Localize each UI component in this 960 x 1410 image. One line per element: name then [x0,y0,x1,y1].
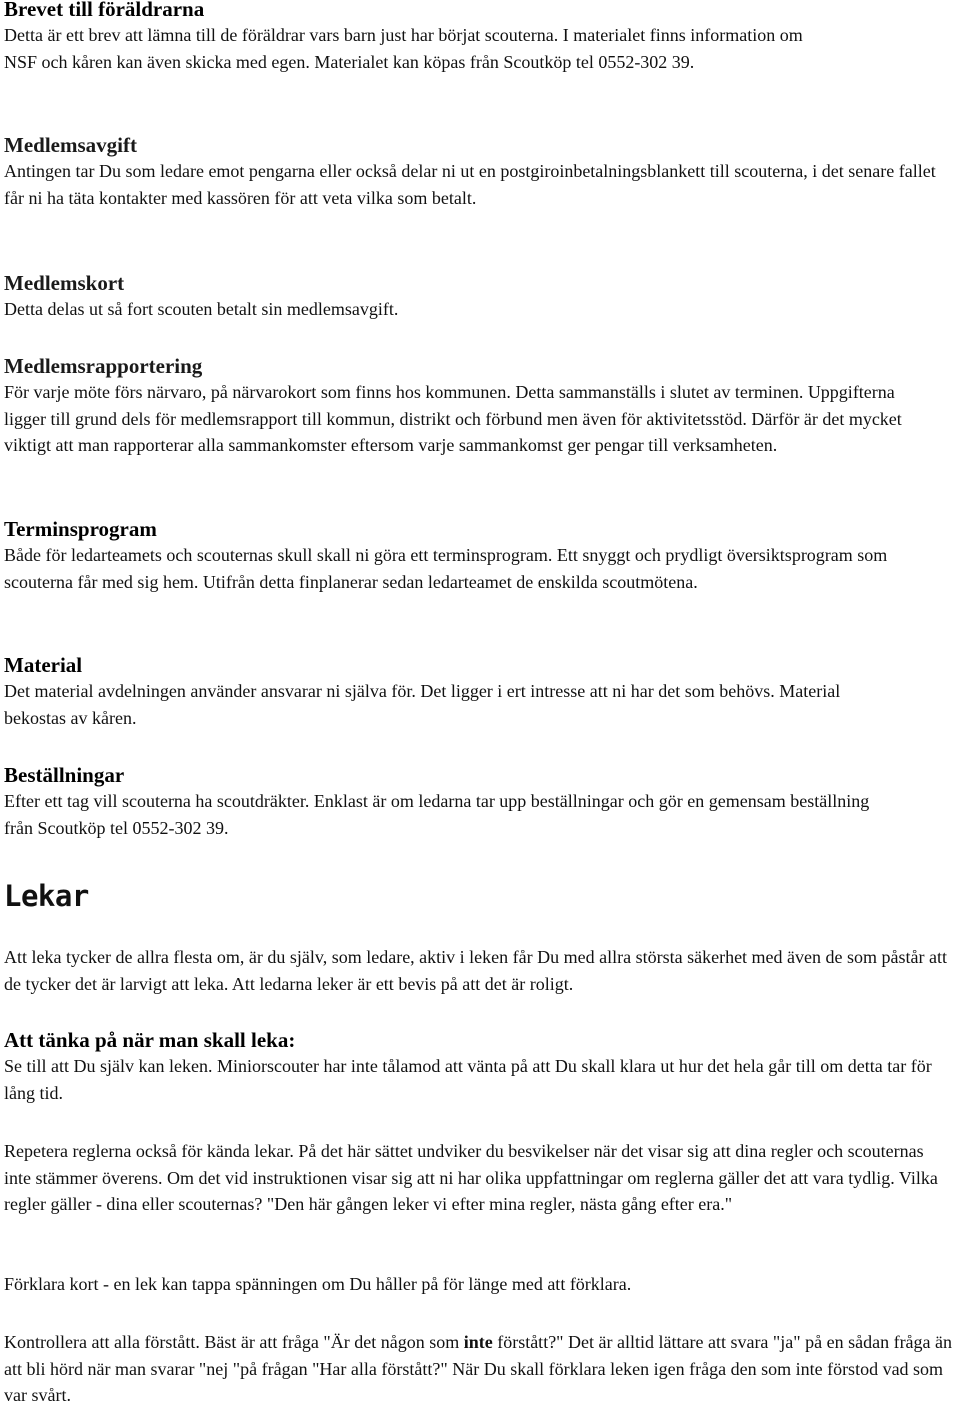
section-bestallningar [4,762,956,841]
paragraph-material: Det material avdelningen använder ansvarar ni själva för. Det ligger i ert intresse att ni har det som behövs. Material bekostas av kåren. [4,681,841,728]
paragraph-tips-1: Se till att Du själv kan leken. Miniorscouter har inte tålamod att vänta på att Du skall klara ut hur det hela går till om detta tar för lång tid. [4,1056,932,1103]
lekar-intro-block [4,944,956,997]
paragraph-brevet: Detta är ett brev att lämna till de föräldrar vars barn just har börjat scouterna. I materialet finns information om NSF och kåren kan även skicka med egen. Materialet kan köpas från Scoutköp tel 0552-302 39. [4,25,803,72]
heading-bestallningar: Beställningar [4,763,125,787]
heading-brevet: Brevet till föräldrarna [4,0,205,21]
section-medlemsavgift [4,132,956,211]
paragraph-medlemsavgift: Antingen tar Du som ledare emot pengarna eller också delar ni ut en postgiroinbetalningsblankett till scouterna, i det senare fallet får ni ha täta kontakter med kassören för att veta vilka som betalt. [4,161,936,208]
heading-terminsprogram: Terminsprogram [4,517,157,541]
heading-medlemsrapportering: Medlemsrapportering [4,354,203,378]
section-terminsprogram [4,516,956,595]
tips-4-text-after: förstått?" Det är alltid lättare att svara "ja" på en sådan fråga än att bli hörd när man svarar "nej "på frågan "Har alla förstått?" När Du skall förklara leken igen fråga den som inte förstod vad som var svårt. [4,1332,953,1405]
paragraph-lekar-intro: Att leka tycker de allra flesta om, är du själv, som ledare, aktiv i leken får Du med allra största säkerhet med även de som påstår att de tycker det är larvigt att leka. Att ledarna leker är ett bevis på att det är roligt. [4,947,947,994]
section-medlemskort [4,270,956,323]
subheading-att-tanka-pa: Att tänka på när man skall leka: [4,1028,296,1052]
section-brevet [4,0,956,75]
paragraph-bestallningar: Efter ett tag vill scouterna ha scoutdräkter. Enklast är om ledarna tar upp beställningar och gör en gemensam beställning från Scoutköp tel 0552-302 39. [4,791,870,838]
paragraph-medlemsrapportering: För varje möte förs närvaro, på närvarokort som finns hos kommunen. Detta sammanställs i slutet av terminen. Uppgifterna ligger till grund dels för medlemsrapport till kommun, distrikt och förbund men även för aktivitetsstöd. Därför är det mycket viktigt att man rapporterar alla sammankomster eftersom varje sammankomst ger pengar till verksamheten. [4,382,902,455]
paragraph-tips-4 [4,1329,960,1409]
lekar-tips-4-block [4,1329,956,1409]
paragraph-terminsprogram: Både för ledarteamets och scouternas skull skall ni göra ett terminsprogram. Ett snyggt och prydligt översiktsprogram som scouterna får med sig hem. Utifrån detta finplanerar sedan ledarteamet de enskilda scoutmötena. [4,545,888,592]
tips-4-text-before: Kontrollera att alla förstått. Bäst är att fråga "Är det någon som [4,1332,464,1352]
lekar-tips-block [4,1027,956,1106]
lekar-tips-2-block [4,1138,956,1218]
lekar-tips-3-block [4,1271,956,1298]
section-material [4,652,956,731]
tips-4-bold-word: inte [463,1332,493,1352]
paragraph-medlemskort: Detta delas ut så fort scouten betalt sin medlemsavgift. [4,299,399,319]
section-lekar [4,878,956,914]
paragraph-tips-2: Repetera reglerna också för kända lekar. På det här sättet undviker du besvikelser när det visar sig att dina regler och scouternas inte stämmer överens. Om det vid instruktionen visar sig att ni har olika uppfattningar om reglerna gäller det att vara tydlig. Vilka regler gäller - dina eller scouternas? "Den här gången leker vi efter mina regler, nästa gång efter era." [4,1141,938,1214]
heading-lekar: Lekar [4,879,89,913]
heading-medlemskort: Medlemskort [4,271,125,295]
heading-medlemsavgift: Medlemsavgift [4,133,137,157]
paragraph-tips-3: Förklara kort - en lek kan tappa spänningen om Du håller på för länge med att förklara. [4,1274,632,1294]
heading-material: Material [4,653,83,677]
section-medlemsrapportering [4,353,956,459]
